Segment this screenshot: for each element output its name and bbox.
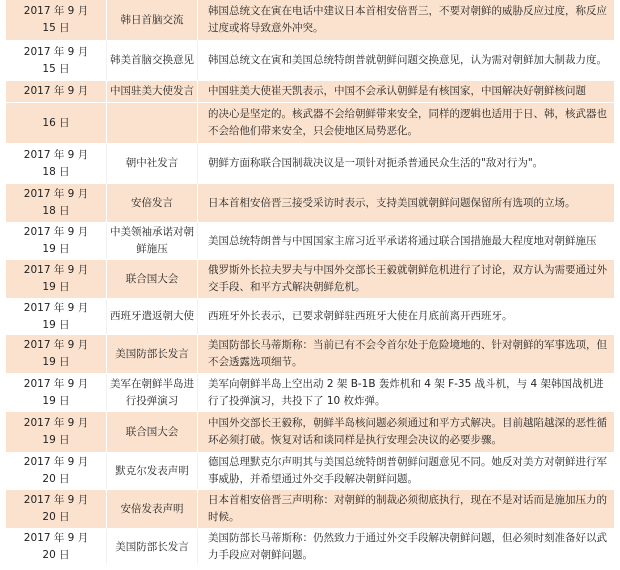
detail-cell: 美国总统特朗普与中国国家主席习近平承诺将通过联合国措施最大程度地对朝鲜施压 [208, 234, 597, 247]
table-row [6, 529, 614, 566]
date-cell: 2017 年 9 月 19 日 [23, 339, 89, 368]
date-cell: 2017 年 9 月 18 日 [23, 148, 89, 178]
event-cell: 中美领袖承诺对朝鲜施压 [106, 223, 198, 259]
detail-cell: 中国外交部长王毅称，朝鲜半岛核问题必须通过和平方式解决。目前越陷越深的恶性循环必须打破。恢复对话和谈同样是执行安理会决议的必要步骤。 [208, 417, 607, 446]
detail-cell: 中国驻美大使崔天凯表示，中国不会承认朝鲜是有核国家，中国解决好朝鲜核问题 [208, 85, 586, 97]
date-cell: 2017 年 9 月 18 日 [23, 188, 89, 217]
table-row [6, 0, 614, 41]
table-row [6, 299, 614, 335]
table-row [6, 41, 614, 81]
detail-cell: 德国总理默克尔声明其与美国总统特朗普朝鲜问题意见不同。她反对美方对朝鲜进行军事威胁，并希望通过外交手段解决朝鲜问题。 [208, 456, 607, 485]
table-row [6, 335, 614, 374]
date-cell: 2017 年 9 月 20 日 [23, 494, 89, 523]
event-cell: 中国驻美大使发言 [106, 81, 198, 102]
table-row [6, 103, 614, 144]
event-cell: 美国防部长发言 [106, 529, 198, 565]
table-row [6, 223, 614, 260]
table-row [6, 260, 614, 299]
table-row [6, 490, 614, 529]
date-cell: 2017 年 9 月 20 日 [23, 456, 89, 485]
detail-cell: 西班牙外长表示，已要求朝鲜驻西班牙大使在月底前离开西班牙。 [208, 310, 513, 322]
table-row [6, 144, 614, 184]
table-row [6, 453, 614, 490]
detail-cell: 美国防部长马蒂斯称：当前已有不会令首尔处于危险境地的、针对朝鲜的军事选项，但不会透露选项细节。 [208, 339, 607, 368]
table-row [6, 81, 614, 103]
detail-cell: 美军向朝鲜半岛上空出动 2 架 B-1B 轰炸机和 4 架 F-35 战斗机，与 4 架韩国战机进行了投弹演习，共投下了 10 枚炸弹。 [208, 377, 604, 407]
detail-cell: 韩国总统文在寅在电话中建议日本首相安倍晋三，不要对朝鲜的威胁反应过度，称反应过度或将导致意外冲突。 [208, 5, 607, 34]
table-row [6, 412, 614, 453]
event-cell: 美国防部长发言 [106, 335, 198, 373]
date-cell: 2017 年 9 月 20 日 [23, 532, 89, 561]
date-cell: 2017 年 9 月 19 日 [23, 377, 89, 407]
detail-cell: 的决心是坚定的。核武器不会给朝鲜带来安全，同样的逻辑也适用于日、韩，核武器也不会给他们带来安全，只会使地区局势恶化。 [208, 108, 607, 137]
table-row [6, 374, 614, 412]
event-cell: 朝中社发言 [106, 144, 198, 183]
date-cell: 2017 年 9 月 19 日 [23, 301, 89, 331]
date-cell: 2017 年 9 月 [23, 85, 89, 97]
date-cell: 2017 年 9 月 19 日 [23, 226, 89, 255]
detail-cell: 韩国总统文在寅和美国总统特朗普就朝鲜问题交换意见，认为需对朝鲜加大制裁力度。 [208, 54, 607, 66]
detail-cell: 美国防部长马蒂斯称：仍然致力于通过外交手段解决朝鲜问题，但必须时刻准备好以武力手段应对朝鲜问题。 [208, 532, 607, 561]
date-cell: 2017 年 9 月 19 日 [23, 417, 89, 446]
event-cell: 联合国大会 [106, 412, 198, 452]
detail-cell: 俄罗斯外长拉夫罗夫与中国外交部长王毅就朝鲜危机进行了讨论，双方认为需要通过外交手段、和平方式解决朝鲜危机。 [208, 264, 607, 293]
detail-cell: 日本首相安倍晋三声明称：对朝鲜的制裁必须彻底执行，现在不是对话而是施加压力的时候。 [208, 494, 607, 523]
date-cell: 2017 年 9 月 15 日 [23, 5, 89, 34]
event-cell [106, 103, 198, 143]
detail-cell: 日本首相安倍晋三接受采访时表示，支持美国就朝鲜问题保留所有选项的立场。 [208, 196, 576, 209]
date-cell: 2017 年 9 月 19 日 [23, 264, 89, 293]
event-cell: 韩日首脑交流 [106, 0, 198, 40]
event-cell: 韩美首脑交换意见 [106, 41, 198, 80]
detail-cell: 朝鲜方面称联合国制裁决议是一项针对扼杀普通民众生活的"敌对行为"。 [208, 157, 544, 169]
event-cell: 美军在朝鲜半岛进行投弹演习 [106, 374, 198, 411]
events-table [6, 0, 614, 566]
table-row [6, 184, 614, 223]
event-cell: 西班牙遣返朝大使 [106, 299, 198, 334]
event-cell: 联合国大会 [106, 260, 198, 298]
event-cell: 安倍发言 [106, 184, 198, 222]
event-cell: 默克尔发表声明 [106, 453, 198, 489]
event-cell: 安倍发表声明 [106, 490, 198, 528]
date-cell: 16 日 [42, 116, 70, 129]
date-cell: 2017 年 9 月 15 日 [23, 45, 89, 75]
